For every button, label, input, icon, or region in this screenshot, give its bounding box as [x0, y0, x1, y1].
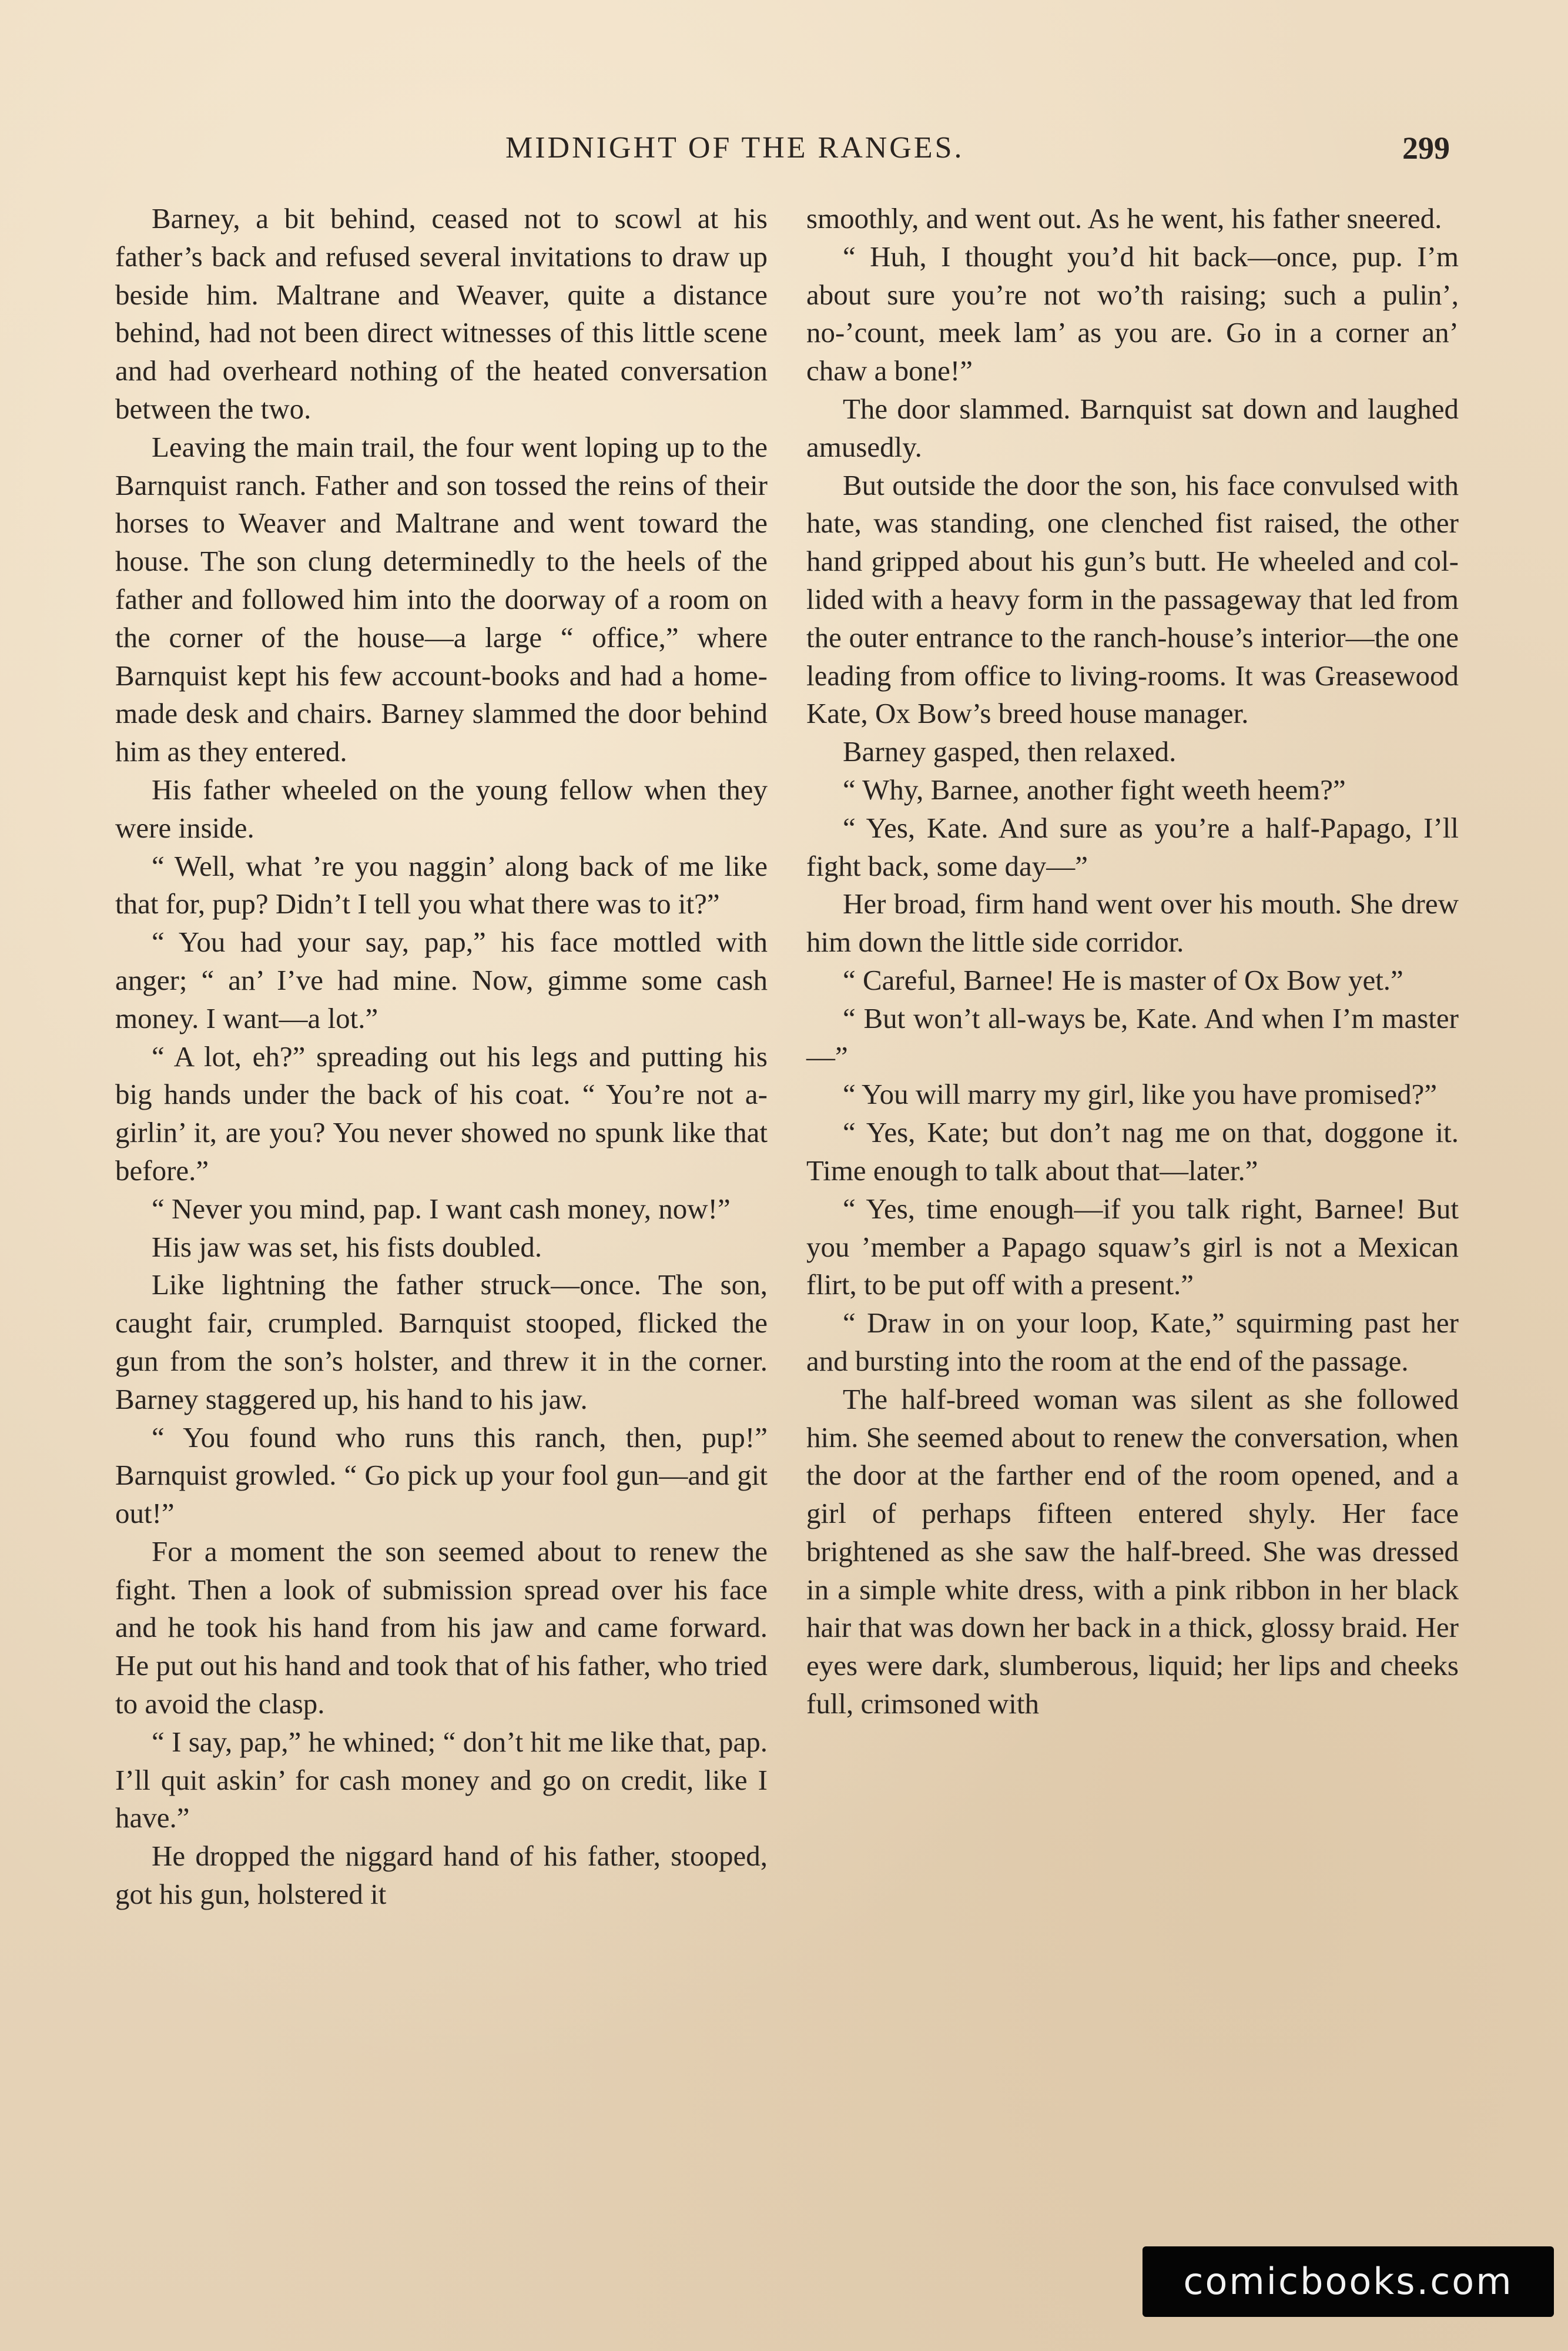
paragraph: “ You had your say, pap,” his face mottled with anger; “ an’ I’ve had mine. Now, gimme some cash money. I want—a lot.”: [115, 926, 768, 1034]
watermark-badge: [1143, 2246, 1554, 2317]
paragraph: His father wheeled on the young fellow when they were inside.: [115, 773, 768, 844]
paragraph: The door slammed. Barnquist sat down and laughed amusedly.: [806, 392, 1459, 463]
paragraph: “ Yes, Kate. And sure as you’re a half-Papago, I’ll fight back, some day—”: [806, 811, 1459, 882]
paragraph: “ Huh, I thought you’d hit back—once, pup. I’m about sure you’re not wo’th raising; such a pulin’, no-’count, meek lam’ as you are. Go in a corner an’ chaw a bone!”: [806, 240, 1459, 387]
paragraph: “ You will marry my girl, like you have promised?”: [843, 1078, 1438, 1111]
paragraph: “ Well, what ’re you naggin’ along back of me like that for, pup? Didn’t I tell you what there was to it?”: [115, 849, 768, 920]
paragraph: Like lightning the father struck—once. The son, caught fair, crumpled. Barnquist stooped, flicked the gun from the son’s holster, and threw it in the corner. Barney staggered up, his hand to his jaw.: [115, 1268, 768, 1415]
paragraph: Barney gasped, then relaxed.: [843, 735, 1177, 768]
page-number: 299: [1402, 130, 1450, 166]
paragraph: “ But won’t all-ways be, Kate. And when I’m master—”: [806, 1002, 1459, 1073]
paragraph: He dropped the niggard hand of his father, stooped, got his gun, holstered it: [115, 1840, 768, 1911]
paragraph: The half-breed woman was silent as she followed him. She seemed about to renew the conversation, when the door at the farther end of the room opened, and a girl of perhaps fifteen entered shyly. Her face brightened as she saw the half-breed. She was dressed in a simple white dress, with a pink ribbon in her black hair that was down her back in a thick, glossy braid. Her eyes were dark, slumberous, liquid; her lips and cheeks full, crimsoned with: [806, 1382, 1459, 1720]
left-column: [115, 200, 768, 1914]
paragraph: For a moment the son seemed about to renew the fight. Then a look of submission spread over his face and he took his hand from his jaw and came forward. He put out his hand and took that of his father, who tried to avoid the clasp.: [115, 1535, 768, 1720]
paragraph: “ Draw in on your loop, Kate,” squirming past her and bursting into the room at the end of the passage.: [806, 1307, 1459, 1377]
running-head: [0, 125, 1568, 172]
right-column: [806, 200, 1459, 1723]
paragraph: Leaving the main trail, the four went loping up to the Barnquist ranch. Father and son tossed the reins of their horses to Weaver and Maltrane and went toward the house. The son clung determinedly to the heels of the father and followed him into the doorway of a room on the corner of the house—a large “ office,” where Barnquist kept his few account-books and had a homemade desk and chairs. Barney slammed the door behind him as they entered.: [115, 430, 768, 768]
watermark-text: comicbooks.com: [1183, 2260, 1513, 2303]
paragraph: “ Never you mind, pap. I want cash money, now!”: [152, 1192, 731, 1225]
paragraph-continuation: smoothly, and went out. As he went, his father sneered.: [806, 202, 1442, 235]
paragraph: “ Careful, Barnee! He is master of Ox Bow yet.”: [843, 963, 1403, 996]
paragraph: “ A lot, eh?” spreading out his legs and putting his big hands under the back of his coat. “ You’re not a-girlin’ it, are you? You never showed no spunk like that before.”: [115, 1040, 768, 1187]
paragraph: “ Yes, time enough—if you talk right, Barnee! But you ’member a Papago squaw’s girl is not a Mexican flirt, to be put off with a present.”: [806, 1192, 1459, 1301]
paragraph: “ I say, pap,” he whined; “ don’t hit me like that, pap. I’ll quit askin’ for cash money and go on credit, like I have.”: [115, 1725, 768, 1834]
paragraph: “ Yes, Kate; but don’t nag me on that, doggone it. Time enough to talk about that—later.”: [806, 1116, 1459, 1187]
paragraph: His jaw was set, his fists doubled.: [152, 1230, 542, 1263]
paragraph: Barney, a bit behind, ceased not to scowl at his father’s back and refused several invitations to draw up beside him. Maltrane and Weaver, quite a distance behind, had not been direct witnesses of this little scene and had overheard nothing of the heated conversation between the two.: [115, 202, 768, 425]
paragraph: “ You found who runs this ranch, then, pup!” Barnquist growled. “ Go pick up your fool gun—and git out!”: [115, 1421, 768, 1530]
paragraph: But outside the door the son, his face convulsed with hate, was standing, one clenched fist raised, the other hand gripped about his gun’s butt. He wheeled and collided with a heavy form in the passageway that led from the outer entrance to the ranch-house’s interior—the one leading from office to living-rooms. It was Greasewood Kate, Ox Bow’s breed house manager.: [806, 468, 1459, 730]
running-title: MIDNIGHT OF THE RANGES.: [505, 131, 964, 165]
paragraph: Her broad, firm hand went over his mouth. She drew him down the little side corridor.: [806, 888, 1459, 959]
paragraph: “ Why, Barnee, another fight weeth heem?”: [843, 773, 1346, 806]
